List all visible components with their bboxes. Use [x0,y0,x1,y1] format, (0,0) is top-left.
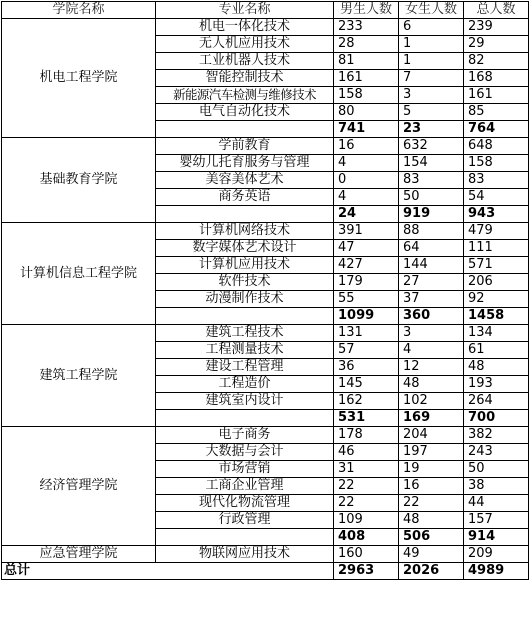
subtotal-total: 1458 [464,308,529,325]
major-name: 建筑工程技术 [156,325,334,342]
subtotal-blank [156,206,334,223]
table-body [2,19,529,580]
female-count: 64 [399,240,464,257]
total-count: 54 [464,189,529,206]
subtotal-blank [156,529,334,546]
college-name: 计算机信息工程学院 [2,223,156,325]
total-count: 134 [464,325,529,342]
female-count: 4 [399,342,464,359]
total-count: 82 [464,53,529,70]
total-count: 571 [464,257,529,274]
total-count: 83 [464,172,529,189]
female-count: 49 [399,546,464,563]
total-count: 158 [464,155,529,172]
subtotal-female: 169 [399,410,464,427]
female-count: 102 [399,393,464,410]
total-count: 243 [464,444,529,461]
major-name: 工程造价 [156,376,334,393]
grand-total-male: 2963 [334,563,399,580]
major-name: 智能控制技术 [156,70,334,87]
grand-total-row [2,563,529,580]
male-count: 36 [334,359,399,376]
header-major: 专业名称 [156,2,334,19]
male-count: 391 [334,223,399,240]
total-count: 48 [464,359,529,376]
subtotal-total: 943 [464,206,529,223]
major-name: 物联网应用技术 [156,546,334,563]
male-count: 161 [334,70,399,87]
major-name: 计算机应用技术 [156,257,334,274]
male-count: 81 [334,53,399,70]
female-count: 6 [399,19,464,36]
female-count: 3 [399,87,464,104]
total-count: 50 [464,461,529,478]
male-count: 46 [334,444,399,461]
major-name: 电子商务 [156,427,334,444]
subtotal-male: 24 [334,206,399,223]
total-count: 206 [464,274,529,291]
header-female: 女生人数 [399,2,464,19]
female-count: 19 [399,461,464,478]
subtotal-blank [156,410,334,427]
total-count: 38 [464,478,529,495]
subtotal-blank [156,308,334,325]
college-name: 基础教育学院 [2,138,156,223]
table-row [2,138,529,155]
total-count: 157 [464,512,529,529]
female-count: 48 [399,376,464,393]
male-count: 179 [334,274,399,291]
female-count: 632 [399,138,464,155]
total-count: 479 [464,223,529,240]
female-count: 154 [399,155,464,172]
female-count: 27 [399,274,464,291]
subtotal-blank [156,121,334,138]
male-count: 160 [334,546,399,563]
total-count: 111 [464,240,529,257]
major-name: 数字媒体艺术设计 [156,240,334,257]
header-male: 男生人数 [334,2,399,19]
major-name: 建设工程管理 [156,359,334,376]
female-count: 88 [399,223,464,240]
male-count: 233 [334,19,399,36]
subtotal-total: 914 [464,529,529,546]
grand-total-total: 4989 [464,563,529,580]
major-name: 行政管理 [156,512,334,529]
female-count: 12 [399,359,464,376]
major-name: 大数据与会计 [156,444,334,461]
table-row [2,325,529,342]
total-count: 85 [464,104,529,121]
total-count: 239 [464,19,529,36]
college-name: 机电工程学院 [2,19,156,138]
major-name: 婴幼儿托育服务与管理 [156,155,334,172]
subtotal-total: 700 [464,410,529,427]
male-count: 28 [334,36,399,53]
major-name: 电气自动化技术 [156,104,334,121]
female-count: 3 [399,325,464,342]
grand-total-female: 2026 [399,563,464,580]
male-count: 109 [334,512,399,529]
table-row [2,223,529,240]
major-name: 工业机器人技术 [156,53,334,70]
total-count: 648 [464,138,529,155]
female-count: 1 [399,36,464,53]
subtotal-total: 764 [464,121,529,138]
male-count: 4 [334,155,399,172]
male-count: 22 [334,478,399,495]
female-count: 22 [399,495,464,512]
college-name: 应急管理学院 [2,546,156,563]
male-count: 145 [334,376,399,393]
male-count: 162 [334,393,399,410]
male-count: 55 [334,291,399,308]
female-count: 48 [399,512,464,529]
college-name: 建筑工程学院 [2,325,156,427]
subtotal-female: 919 [399,206,464,223]
total-count: 92 [464,291,529,308]
male-count: 131 [334,325,399,342]
total-count: 264 [464,393,529,410]
major-name: 机电一体化技术 [156,19,334,36]
female-count: 197 [399,444,464,461]
grand-total-label: 总计 [2,563,334,580]
major-name: 商务英语 [156,189,334,206]
major-name: 学前教育 [156,138,334,155]
total-count: 161 [464,87,529,104]
male-count: 16 [334,138,399,155]
major-name: 软件技术 [156,274,334,291]
table-row [2,19,529,36]
male-count: 178 [334,427,399,444]
major-name: 工商企业管理 [156,478,334,495]
female-count: 7 [399,70,464,87]
major-name: 动漫制作技术 [156,291,334,308]
female-count: 1 [399,53,464,70]
subtotal-male: 741 [334,121,399,138]
enrollment-table [1,1,529,580]
male-count: 427 [334,257,399,274]
male-count: 57 [334,342,399,359]
female-count: 16 [399,478,464,495]
table-row [2,546,529,563]
male-count: 22 [334,495,399,512]
subtotal-male: 408 [334,529,399,546]
male-count: 31 [334,461,399,478]
header-college: 学院名称 [2,2,156,19]
major-name: 新能源汽车检测与维修技术 [156,87,334,104]
subtotal-female: 23 [399,121,464,138]
male-count: 0 [334,172,399,189]
female-count: 5 [399,104,464,121]
male-count: 158 [334,87,399,104]
subtotal-female: 360 [399,308,464,325]
total-count: 193 [464,376,529,393]
female-count: 50 [399,189,464,206]
total-count: 29 [464,36,529,53]
subtotal-female: 506 [399,529,464,546]
major-name: 无人机应用技术 [156,36,334,53]
female-count: 37 [399,291,464,308]
header-total: 总人数 [464,2,529,19]
total-count: 44 [464,495,529,512]
male-count: 4 [334,189,399,206]
total-count: 209 [464,546,529,563]
subtotal-male: 1099 [334,308,399,325]
major-name: 工程测量技术 [156,342,334,359]
total-count: 382 [464,427,529,444]
table-row [2,427,529,444]
college-name: 经济管理学院 [2,427,156,546]
header-row [2,2,529,19]
female-count: 144 [399,257,464,274]
female-count: 204 [399,427,464,444]
female-count: 83 [399,172,464,189]
total-count: 168 [464,70,529,87]
subtotal-male: 531 [334,410,399,427]
major-name: 市场营销 [156,461,334,478]
major-name: 美容美体艺术 [156,172,334,189]
major-name: 计算机网络技术 [156,223,334,240]
male-count: 80 [334,104,399,121]
major-name: 建筑室内设计 [156,393,334,410]
total-count: 61 [464,342,529,359]
male-count: 47 [334,240,399,257]
major-name: 现代化物流管理 [156,495,334,512]
